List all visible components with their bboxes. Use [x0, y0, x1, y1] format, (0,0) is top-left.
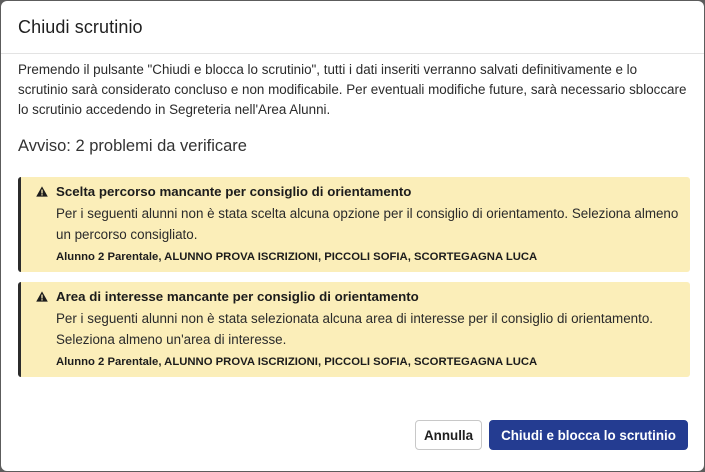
- alert-message: Per i seguenti alunni non è stata scelta alcuna opzione per il consiglio di orientamento. Seleziona almeno un percorso consigliato.: [56, 206, 679, 242]
- close-scrutiny-dialog: [1, 1, 704, 471]
- dialog-intro-text: Premendo il pulsante "Chiudi e blocca lo scrutinio", tutti i dati inseriti verranno salvati definitivamente e lo scrutinio sarà considerato concluso e non modificabile. Per eventuali modifiche future, sarà necessario sbloccare lo scrutinio accedendo in Segreteria nell'Area Alunni.: [18, 62, 687, 117]
- warning-triangle-icon: [35, 290, 49, 304]
- alert-message: Per i seguenti alunni non è stata selezionata alcuna area di interesse per il consiglio di orientamento. Seleziona almeno un'area di interesse.: [56, 311, 653, 347]
- alert-missing-path: [18, 177, 690, 272]
- dialog-header: [1, 1, 704, 54]
- alert-title: Scelta percorso mancante per consiglio di orientamento: [56, 184, 412, 199]
- alert-title: Area di interesse mancante per consiglio di orientamento: [56, 289, 419, 304]
- alert-missing-interest-area: [18, 282, 690, 377]
- alert-student-list: Alunno 2 Parentale, ALUNNO PROVA ISCRIZIONI, PICCOLI SOFIA, SCORTEGAGNA LUCA: [56, 356, 538, 368]
- alert-student-list: Alunno 2 Parentale, ALUNNO PROVA ISCRIZIONI, PICCOLI SOFIA, SCORTEGAGNA LUCA: [56, 251, 538, 263]
- dialog-body: [1, 60, 704, 377]
- alert-title-row: [35, 288, 680, 305]
- cancel-button[interactable]: Annulla: [415, 420, 482, 450]
- dialog-title: Chiudi scrutinio: [18, 17, 143, 37]
- close-and-lock-scrutiny-button[interactable]: Chiudi e blocca lo scrutinio: [489, 420, 688, 450]
- warning-triangle-icon: [35, 185, 49, 199]
- alert-title-row: [35, 183, 680, 200]
- dialog-footer: [415, 420, 688, 450]
- warning-summary: Avviso: 2 problemi da verificare: [18, 137, 247, 155]
